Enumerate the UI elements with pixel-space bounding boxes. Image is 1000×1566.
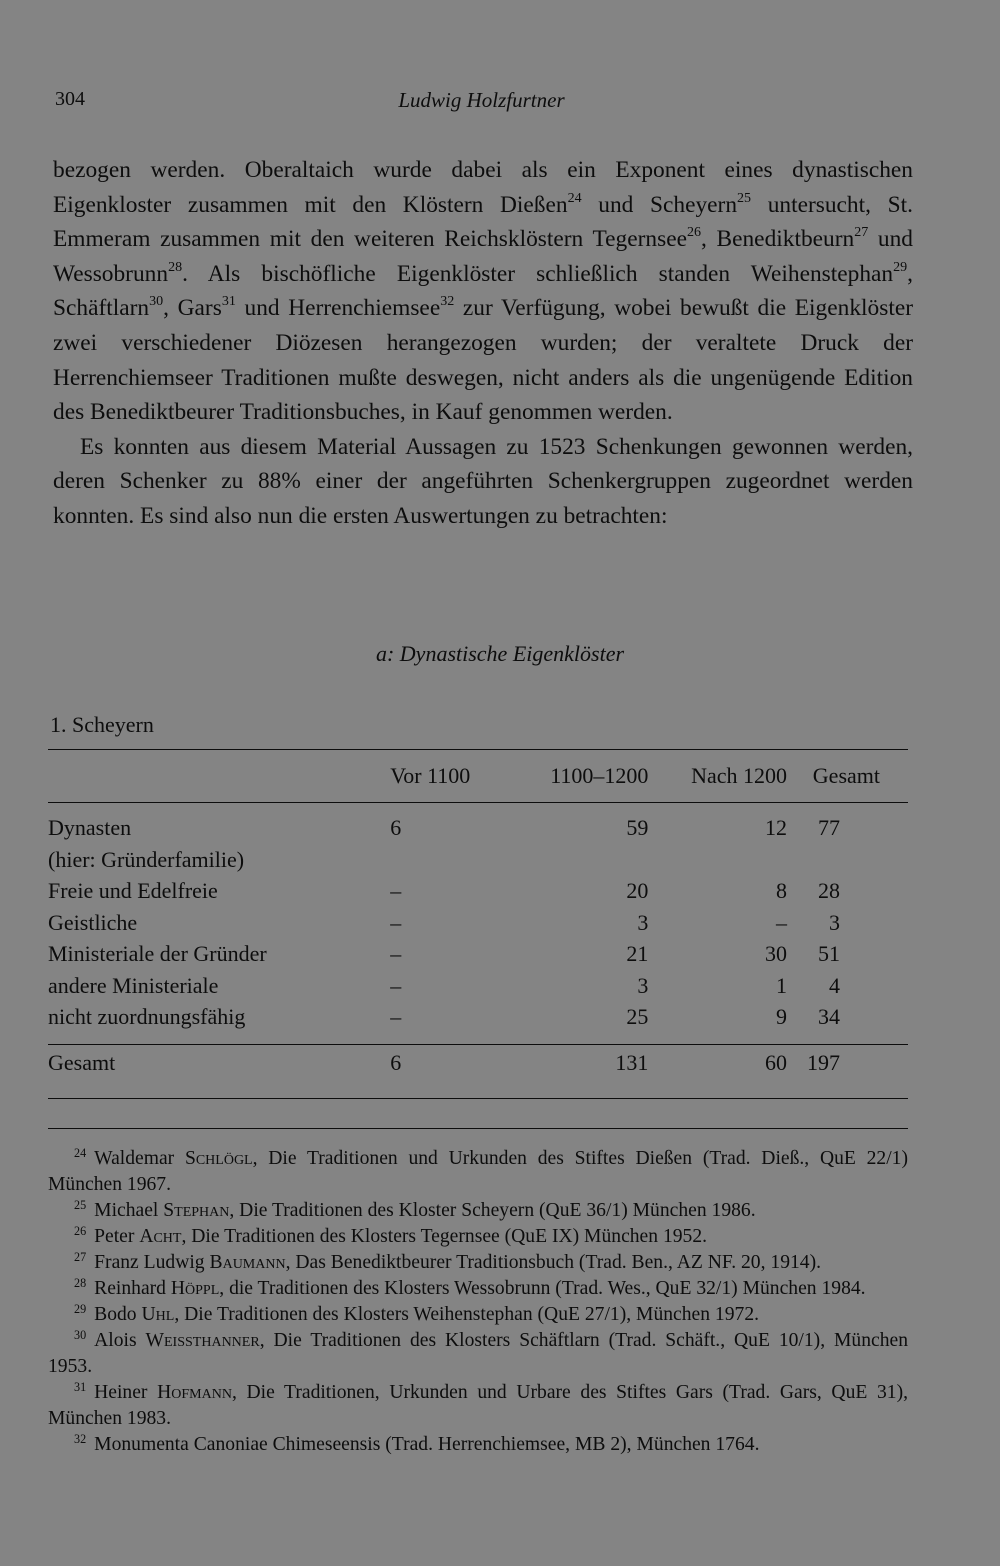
footnote [48, 1198, 908, 1224]
footnote [48, 1250, 908, 1276]
row-label: Geistliche [48, 909, 138, 935]
cell-1100-1200: 3 [637, 909, 649, 935]
cell-nach-1200: 30 [765, 941, 787, 966]
footnote-author-surname: Schlögl [184, 1148, 253, 1169]
footnote-author-first: Michael [94, 1200, 164, 1221]
table-total-row [48, 1036, 908, 1084]
text-run: und Scheyern [581, 191, 738, 218]
footnote [48, 1380, 908, 1432]
table-caption: a: Dynastische Eigenklöster [375, 641, 625, 666]
footnote [48, 1328, 908, 1380]
cell-nach-1200: 8 [776, 878, 787, 903]
footnote-number: 32 [74, 1431, 87, 1446]
cell-1100-1200: 3 [637, 972, 649, 998]
footnote-text: , Das Benediktbeurer Traditionsbuch (Trad. Ben., AZ NF. 20, 1914). [285, 1252, 822, 1273]
footnote-number: 31 [74, 1379, 87, 1394]
row-label: Ministeriale der Gründer [48, 941, 267, 966]
cell-vor-1100: – [390, 972, 402, 998]
footnote-number: 29 [74, 1301, 87, 1316]
table-subtitle: 1. Scheyern [50, 712, 154, 737]
footnote-text: , Die Traditionen und Urkunden des Stiftes Dießen (Trad. Dieß., QuE 22/1) München 1967. [48, 1148, 908, 1195]
table-row [48, 878, 908, 910]
footnote-author-first: Alois [94, 1330, 146, 1351]
footnote-ref: 25 [737, 189, 752, 206]
footnote-author-first: Heiner [94, 1382, 158, 1403]
table-row [48, 973, 908, 1005]
footnote-text: Monumenta Canoniae Chimeseensis (Trad. Herrenchiemsee, MB 2), München 1764. [94, 1434, 760, 1455]
footnote-number: 26 [74, 1223, 87, 1238]
footnote-ref: 27 [854, 224, 869, 241]
footnote-rule [48, 1128, 908, 1129]
cell-gesamt: 28 [818, 878, 840, 903]
footnote-author-first: Franz Ludwig [94, 1252, 210, 1273]
cell-nach-1200: 1 [776, 972, 787, 998]
cell-vor-1100 [346, 847, 499, 879]
table-row [48, 815, 908, 847]
table-row [48, 847, 908, 879]
total-gesamt: 197 [807, 1049, 840, 1075]
footnote-text: , Die Traditionen des Klosters Schäftlarn (Trad. Schäft., QuE 10/1), München 1953. [48, 1330, 909, 1377]
cell-gesamt [807, 847, 908, 879]
footnotes [48, 1146, 908, 1458]
footnote-number: 30 [74, 1327, 87, 1342]
table-row [48, 941, 908, 973]
footnote-ref: 30 [149, 293, 164, 310]
row-label: (hier: Gründerfamilie) [48, 846, 245, 872]
footnote [48, 1224, 908, 1250]
header-cell-1100-1200: 1100–1200 [550, 763, 649, 788]
paragraph-2: Es konnten aus diesem Material Aussagen zu 1523 Schenkungen gewonnen werden, deren Schenker zu 88% einer der angeführten Schenkergruppen zugeordnet werden konnten. Es sind also nun die ersten Auswertungen zu betrachten: [53, 433, 913, 529]
header-cell-label [48, 760, 346, 797]
page-number: 304 [55, 88, 85, 110]
text-run: und Herrenchiemsee [235, 295, 441, 322]
table-header-row [48, 760, 908, 797]
footnote [48, 1302, 908, 1328]
paragraph-1 [53, 153, 913, 430]
cell-vor-1100: – [390, 878, 402, 903]
footnote-number: 27 [74, 1249, 87, 1264]
footnote-number: 28 [74, 1275, 87, 1290]
total-nach-1200: 60 [765, 1049, 787, 1075]
statistics-table [48, 760, 908, 1084]
cell-nach-1200: – [776, 909, 787, 935]
cell-vor-1100: – [390, 909, 402, 935]
row-label: Dynasten [48, 815, 132, 840]
text-run: zur Verfügung, wobei bewußt die Eigenklöster zwei verschiedener Diözesen herangezogen wurden; der veraltete Druck der Herrenchiemseer Traditionen mußte deswegen, nicht anders als die ungenügende Edition des Benediktbeurer Traditionsbuches, in Kauf genommen werden. [53, 295, 913, 426]
cell-1100-1200 [500, 847, 673, 879]
footnote-text: , die Traditionen des Klosters Wessobrunn (Trad. Wes., QuE 32/1) München 1984. [219, 1278, 866, 1299]
footnote-ref: 29 [893, 258, 908, 275]
footnote-author-surname: Höppl [170, 1278, 220, 1299]
footnote [48, 1146, 908, 1198]
footnote-ref: 26 [686, 224, 701, 241]
header-cell-gesamt: Gesamt [812, 763, 880, 788]
cell-nach-1200: 12 [765, 815, 787, 840]
footnote-ref: 28 [168, 258, 183, 275]
cell-nach-1200: 9 [776, 1004, 787, 1029]
cell-gesamt: 77 [818, 815, 840, 840]
footnote-number: 24 [74, 1145, 87, 1160]
cell-vor-1100: 6 [390, 815, 402, 840]
text-run: untersucht, St. Emmeram zusammen mit den weiteren Reichsklöstern Tegernsee [53, 191, 913, 253]
cell-vor-1100: – [390, 1004, 402, 1029]
cell-1100-1200: 20 [626, 878, 649, 903]
footnote-ref: 32 [440, 293, 455, 310]
cell-gesamt: 51 [818, 941, 840, 966]
footnote [48, 1432, 908, 1458]
table-row [48, 910, 908, 942]
table-bottom-rule [48, 1098, 908, 1099]
footnote-text: , Die Traditionen, Urkunden und Urbare des Stiftes Gars (Trad. Gars, QuE 31), München 1983. [48, 1382, 909, 1429]
footnote [48, 1276, 908, 1302]
footnote-text: , Die Traditionen des Klosters Weihenstephan (QuE 27/1), München 1972. [174, 1304, 760, 1325]
text-run: , Gars [163, 295, 222, 322]
text-run: , Schäftlarn [53, 260, 913, 322]
header-cell-vor-1100: Vor 1100 [390, 763, 471, 788]
footnote-author-surname: Stephan [163, 1200, 230, 1221]
footnote-text: , Die Traditionen des Kloster Scheyern (QuE 36/1) München 1986. [229, 1200, 756, 1221]
footnote-author-surname: Uhl [141, 1304, 175, 1325]
table-row [48, 1004, 908, 1036]
footnote-author-surname: Weissthanner [145, 1330, 260, 1351]
footnote-number: 25 [74, 1197, 87, 1212]
row-label: Freie und Edelfreie [48, 878, 218, 903]
footnote-text: , Die Traditionen des Klosters Tegernsee (QuE IX) München 1952. [181, 1226, 708, 1247]
row-label: nicht zuordnungsfähig [48, 1004, 246, 1029]
cell-1100-1200: 59 [626, 815, 649, 840]
cell-gesamt: 3 [829, 909, 840, 935]
footnote-author-surname: Hofmann [157, 1382, 232, 1403]
footnote-author-first: Reinhard [94, 1278, 171, 1299]
body-text [53, 153, 913, 534]
total-label: Gesamt [48, 1049, 116, 1075]
footnote-author-first: Waldemar [94, 1148, 185, 1169]
total-vor-1100: 6 [390, 1049, 402, 1075]
row-label: andere Ministeriale [48, 972, 219, 998]
footnote-author-first: Peter [94, 1226, 140, 1247]
footnote-ref: 24 [567, 189, 582, 206]
cell-1100-1200: 21 [626, 941, 649, 966]
text-run: bezogen werden. Oberaltaich wurde dabei als ein Exponent eines dynastischen Eigenkloster zusammen mit den Klöstern Dießen [53, 157, 913, 218]
footnote-ref: 31 [221, 293, 236, 310]
cell-gesamt: 34 [818, 1004, 840, 1029]
running-head: Ludwig Holzfurtner [398, 88, 565, 112]
cell-nach-1200 [672, 847, 807, 879]
text-run: und Wessobrunn [53, 226, 913, 287]
footnote-author-surname: Baumann [209, 1252, 286, 1273]
page-header [55, 88, 908, 120]
text-run: . Als bischöfliche Eigenklöster schließlich standen Weihenstephan [182, 260, 894, 287]
footnote-author-surname: Acht [139, 1226, 182, 1247]
footnote-author-first: Bodo [94, 1304, 142, 1325]
total-1100-1200: 131 [615, 1049, 649, 1075]
cell-vor-1100: – [390, 941, 402, 966]
cell-1100-1200: 25 [626, 1004, 649, 1029]
table-top-rule [48, 749, 908, 750]
header-cell-nach-1200: Nach 1200 [691, 763, 787, 788]
cell-gesamt: 4 [829, 972, 840, 998]
text-run: , Benediktbeurn [701, 226, 855, 253]
